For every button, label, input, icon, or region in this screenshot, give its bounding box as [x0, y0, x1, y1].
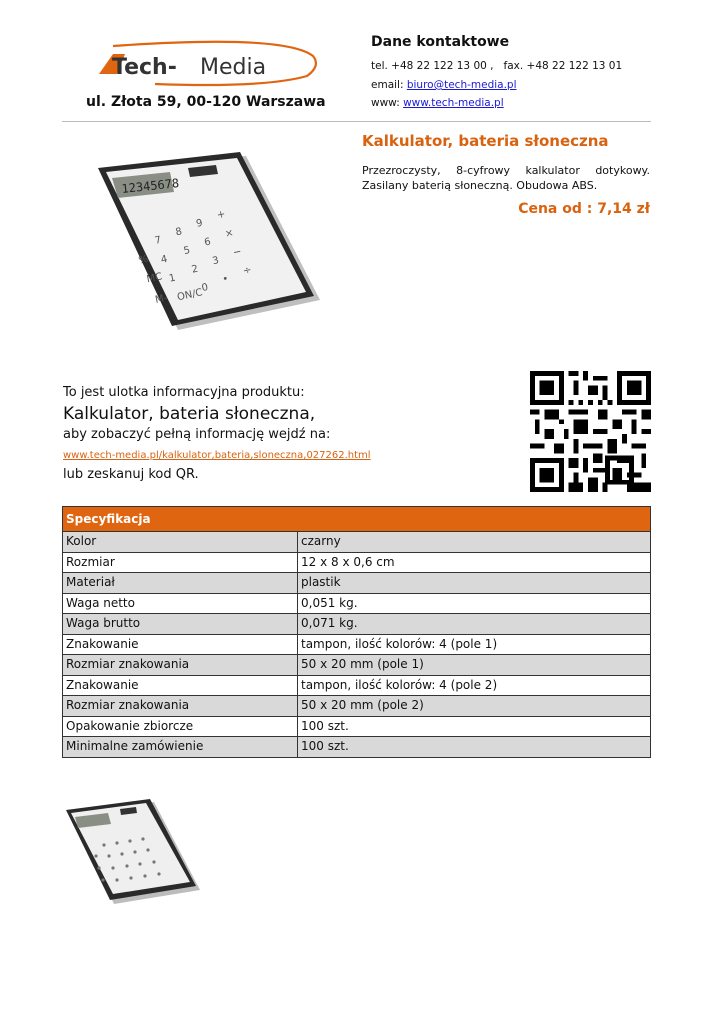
spec-key: Rozmiar znakowania	[63, 655, 298, 676]
spec-key: Kolor	[63, 532, 298, 553]
www-link[interactable]: www.tech-media.pl	[403, 97, 504, 109]
spec-value: tampon, ilość kolorów: 4 (pole 1)	[298, 634, 651, 655]
spec-value: 0,071 kg.	[298, 614, 651, 635]
contact-email-line	[371, 79, 517, 91]
svg-text:0: 0	[200, 281, 210, 295]
email-label: email:	[371, 79, 404, 91]
spec-value: 12 x 8 x 0,6 cm	[298, 552, 651, 573]
spec-key: Waga brutto	[63, 614, 298, 635]
spec-key: Znakowanie	[63, 675, 298, 696]
spec-value: tampon, ilość kolorów: 4 (pole 2)	[298, 675, 651, 696]
svg-text:−: −	[232, 246, 243, 259]
spec-key: Waga netto	[63, 593, 298, 614]
info-product-name: Kalkulator, bateria słoneczna,	[63, 404, 316, 424]
contact-title: Dane kontaktowe	[371, 34, 510, 50]
svg-text:÷: ÷	[242, 264, 253, 278]
spec-row	[63, 696, 651, 717]
info-visit: aby zobaczyć pełną informację wejdź na:	[63, 427, 331, 442]
spec-row	[63, 675, 651, 696]
calculator-display-digits: 12345678	[120, 176, 180, 196]
svg-text:1: 1	[168, 272, 177, 285]
spec-table-body	[63, 532, 651, 758]
spec-row	[63, 634, 651, 655]
svg-text:%: %	[137, 253, 150, 267]
spec-key: Rozmiar znakowania	[63, 696, 298, 717]
header-divider	[62, 121, 651, 122]
spec-value: plastik	[298, 573, 651, 594]
svg-text:8: 8	[174, 226, 184, 239]
spec-key: Minimalne zamówienie	[63, 737, 298, 758]
product-price: Cena od : 7,14 zł	[518, 201, 650, 217]
email-link[interactable]: biuro@tech-media.pl	[406, 79, 517, 91]
product-title: Kalkulator, bateria słoneczna	[362, 132, 609, 150]
contact-www-line	[371, 97, 504, 109]
tech-media-logo	[95, 40, 320, 90]
spec-value: 50 x 20 mm (pole 1)	[298, 655, 651, 676]
spec-table-header: Specyfikacja	[63, 507, 651, 532]
svg-text:M-: M-	[154, 292, 169, 306]
spec-row	[63, 532, 651, 553]
svg-text:•: •	[221, 273, 230, 286]
spec-key: Znakowanie	[63, 634, 298, 655]
spec-row	[63, 716, 651, 737]
product-description: Przezroczysty, 8-cyfrowy kalkulator dotykowy. Zasilany baterią słoneczną. Obudowa ABS.	[362, 164, 650, 192]
spec-row	[63, 737, 651, 758]
info-intro: To jest ulotka informacyjna produktu:	[63, 385, 305, 400]
svg-text:7: 7	[153, 234, 163, 247]
spec-key: Materiał	[63, 573, 298, 594]
svg-text:ON/C: ON/C	[176, 287, 204, 304]
spec-row	[63, 573, 651, 594]
svg-text:2: 2	[190, 263, 200, 276]
spec-value: 100 szt.	[298, 737, 651, 758]
spec-row	[63, 655, 651, 676]
spec-value: czarny	[298, 532, 651, 553]
spec-value: 100 szt.	[298, 716, 651, 737]
company-address: ul. Złota 59, 00-120 Warszawa	[86, 94, 326, 110]
logo-text-media: Media	[200, 55, 267, 80]
svg-text:5: 5	[182, 244, 192, 257]
info-scan-qr: lub zeskanuj kod QR.	[63, 467, 199, 482]
qr-code[interactable]	[530, 371, 651, 492]
www-label: www:	[371, 97, 400, 109]
svg-text:+: +	[215, 208, 227, 222]
product-photo-main	[92, 140, 332, 345]
spec-table-header-row	[63, 507, 651, 532]
fax: fax. +48 22 122 13 01	[503, 60, 623, 72]
svg-text:6: 6	[203, 236, 212, 249]
spec-row	[63, 552, 651, 573]
svg-text:×: ×	[224, 227, 235, 241]
svg-text:MC: MC	[145, 271, 164, 286]
logo-text-tech: Tech-	[112, 55, 177, 80]
svg-text:9: 9	[195, 217, 204, 230]
contact-phone-line	[371, 60, 622, 72]
spec-key: Rozmiar	[63, 552, 298, 573]
spec-table	[62, 506, 651, 758]
product-page-link[interactable]: www.tech-media.pl/kalkulator,bateria,sloneczna,027262.html	[63, 450, 371, 461]
svg-text:4: 4	[160, 253, 169, 266]
spec-row	[63, 593, 651, 614]
svg-text:3: 3	[211, 255, 220, 268]
phone: tel. +48 22 122 13 00 ,	[371, 60, 494, 72]
spec-row	[63, 614, 651, 635]
spec-value: 0,051 kg.	[298, 593, 651, 614]
spec-key: Opakowanie zbiorcze	[63, 716, 298, 737]
product-photo-small	[62, 790, 207, 915]
spec-value: 50 x 20 mm (pole 2)	[298, 696, 651, 717]
